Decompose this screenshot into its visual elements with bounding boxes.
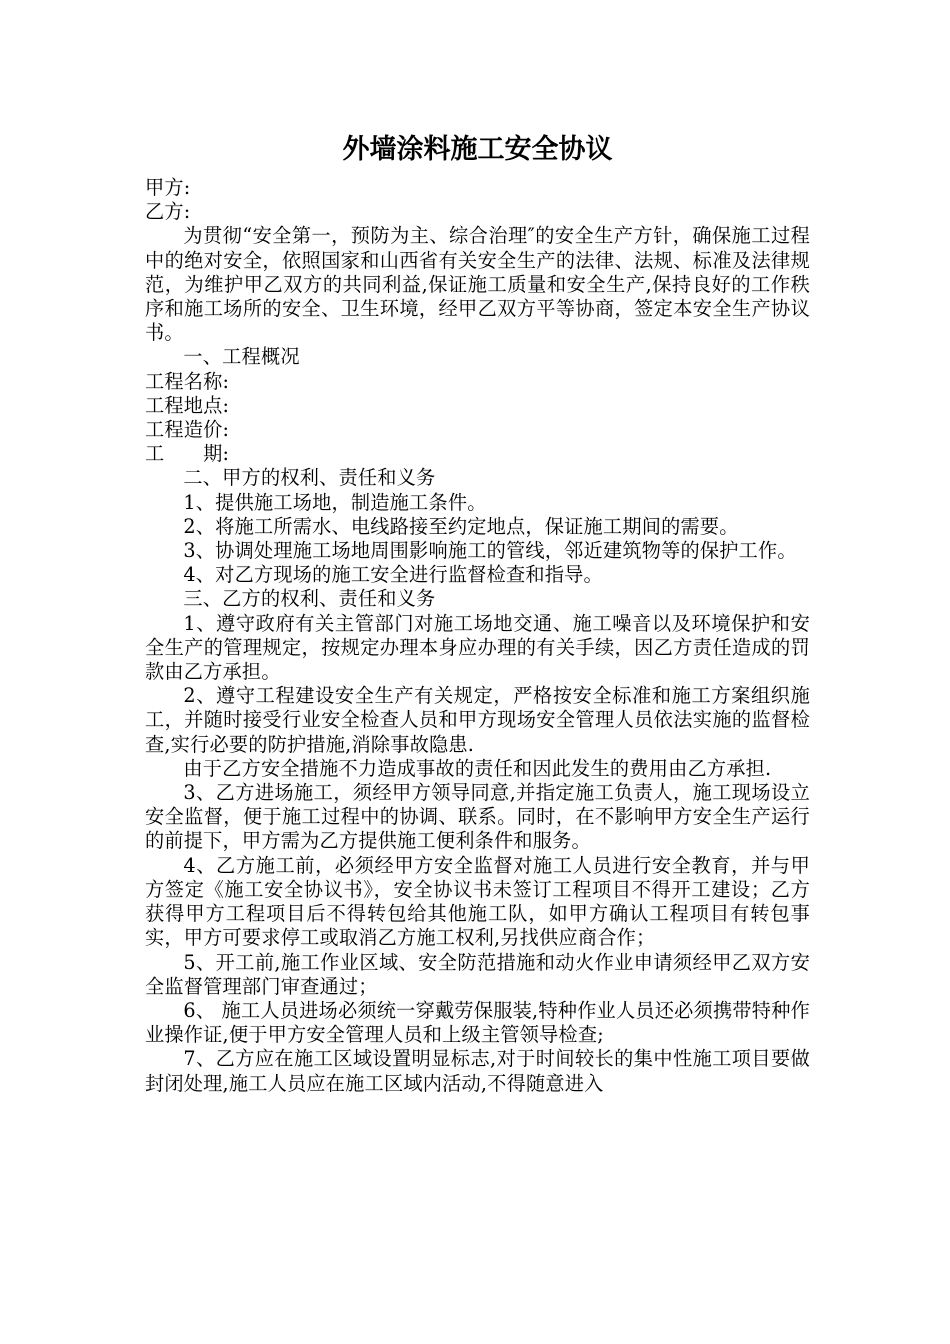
- section-heading-party-a: 二、甲方的权利、责任和义务: [183, 466, 436, 490]
- section-heading-project-overview: 一、工程概况: [183, 345, 300, 369]
- party-a-clause-2: 2、将施工所需水、电线路接至约定地点，保证施工期间的需要。: [183, 514, 739, 538]
- party-b-clause-2-note: 由于乙方安全措施不力造成事故的责任和因此发生的费用由乙方承担.: [183, 756, 772, 780]
- document-title: 外墙涂料施工安全协议: [342, 134, 613, 165]
- party-a-line: 甲方:: [145, 176, 191, 199]
- party-b-clause-5: 5、开工前,施工作业区域、安全防范措施和动火作业申请须经甲乙双方安全监督管理部门审查通过；: [145, 950, 810, 998]
- party-b-clause-3: 3、乙方进场施工，须经甲方领导同意,并指定施工负责人，施工现场设立安全监督，便于施工过程中的协调、联系。同时，在不影响甲方安全生产运行的前提下，甲方需为乙方提供施工便利条件和服务。: [145, 781, 810, 853]
- preamble-paragraph: 为贯彻“安全第一，预防为主、综合治理″的安全生产方针，确保施工过程中的绝对安全，依照国家和山西省有关安全生产的法律、法规、标准及法律规范，为维护甲乙双方的共同利益,保证施工质量和安全生产,保持良好的工作秩序和施工场所的安全、卫生环境，经甲乙双方平等协商，签定本安全生产协议书。: [145, 224, 810, 345]
- section-heading-party-b: 三、乙方的权利、责任和义务: [183, 587, 436, 611]
- party-b-line: 乙方:: [145, 200, 191, 224]
- document-page: [145, 0, 810, 1344]
- party-b-clause-1: 1、遵守政府有关主管部门对施工场地交通、施工噪音以及环境保护和安全生产的管理规定，按规定办理本身应办理的有关手续，因乙方责任造成的罚款由乙方承担。: [145, 611, 810, 684]
- party-b-clause-2: 2、遵守工程建设安全生产有关规定，严格按安全标准和施工方案组织施工，并随时接受行业安全检查人员和甲方现场安全管理人员依法实施的监督检查,实行必要的防护措施,消除事故隐患.: [145, 684, 810, 756]
- party-a-clause-4: 4、对乙方现场的施工安全进行监督检查和指导。: [183, 563, 603, 587]
- field-project-name: 工程名称:: [145, 369, 230, 393]
- document-body: [145, 176, 810, 1096]
- party-b-clause-6: 6、 施工人员进场必须统一穿戴劳保服装,特种作业人员还必须携带特种作业操作证,便于甲方安全管理人员和上级主管领导检查;: [145, 998, 810, 1047]
- party-a-clause-1: 1、提供施工场地，制造施工条件。: [183, 490, 487, 514]
- field-project-duration: 工 期:: [145, 442, 230, 466]
- field-project-location: 工程地点:: [145, 393, 230, 417]
- party-b-clause-7: 7、乙方应在施工区域设置明显标志,对于时间较长的集中性施工项目要做封闭处理,施工人员应在施工区域内活动,不得随意进入: [145, 1047, 810, 1095]
- party-b-clause-4: 4、乙方施工前，必须经甲方安全监督对施工人员进行安全教育，并与甲方签定《施工安全协议书》，安全协议书未签订工程项目不得开工建设；乙方获得甲方工程项目后不得转包给其他施工队，如甲方确认工程项目有转包事实，甲方可要求停工或取消乙方施工权利,另找供应商合作；: [145, 853, 810, 950]
- field-project-cost: 工程造价:: [145, 418, 230, 442]
- party-a-clause-3: 3、协调处理施工场地周围影响施工的管线，邻近建筑物等的保护工作。: [183, 539, 797, 563]
